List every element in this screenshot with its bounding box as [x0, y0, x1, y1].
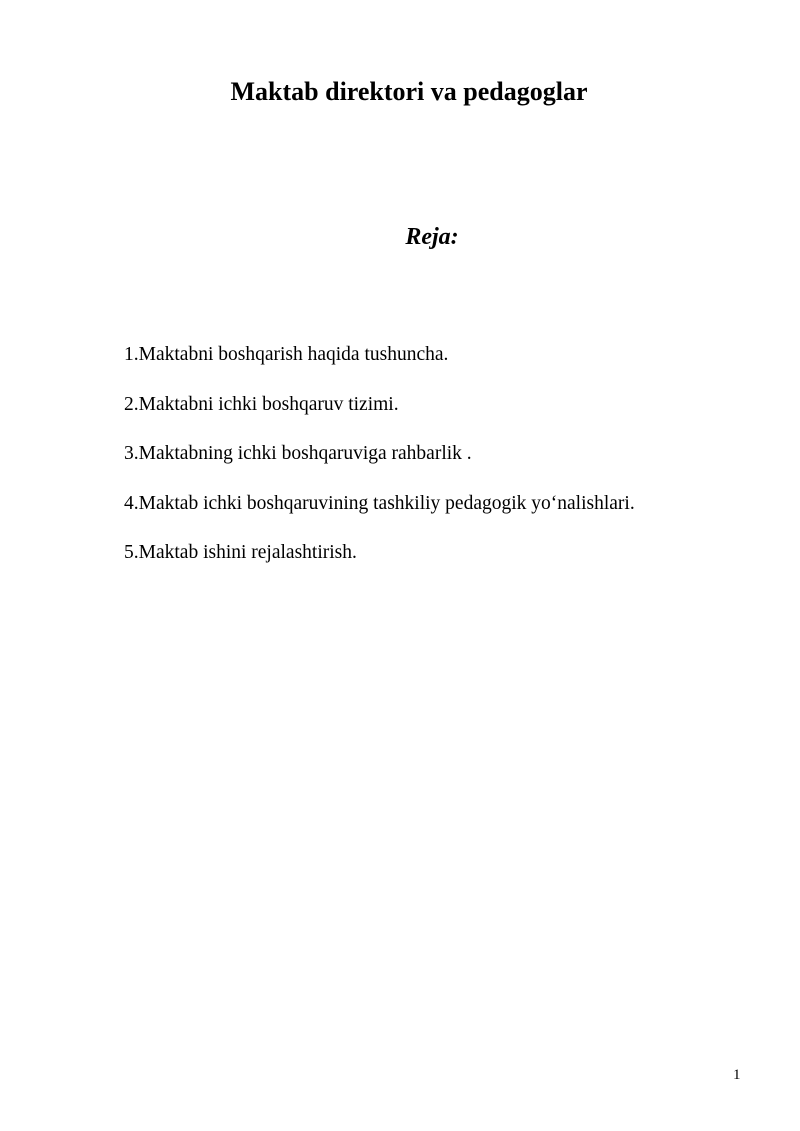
page-number: 1: [733, 1067, 741, 1083]
plan-list: [124, 342, 635, 590]
plan-item-1: 1.Maktabni boshqarish haqida tushuncha.: [124, 344, 449, 365]
document-title: Maktab direktori va pedagoglar: [230, 77, 588, 106]
plan-heading: Reja:: [405, 224, 459, 250]
plan-item-3: 3.Maktabning ichki boshqaruviga rahbarlik .: [124, 443, 472, 464]
plan-item-4: 4.Maktab ichki boshqaruvining tashkiliy pedagogik yo‘nalishlari.: [124, 492, 635, 514]
plan-item-2: 2.Maktabni ichki boshqaruv tizimi.: [124, 393, 399, 415]
plan-item-5: 5.Maktab ishini rejalashtirish.: [124, 542, 357, 563]
